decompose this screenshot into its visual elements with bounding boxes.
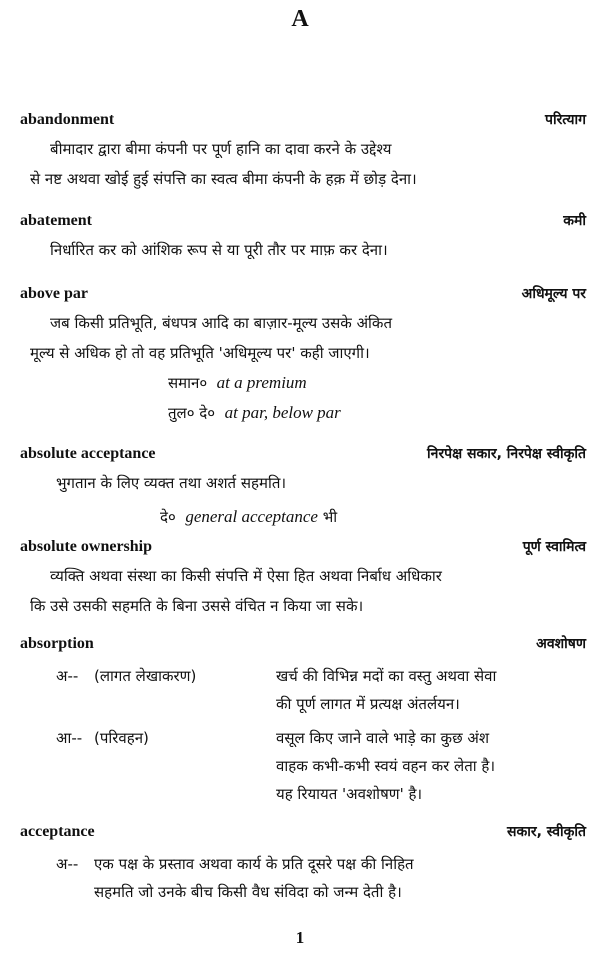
hindi-term: अवशोषण	[536, 636, 586, 652]
sense-line: वसूल किए जाने वाले भाड़े का कुछ अंश	[276, 729, 490, 747]
sense-line: सहमति जो उनके बीच किसी वैध संविदा को जन्म देती है।	[94, 883, 402, 901]
definition-line: कि उसे उसकी सहमति के बिना उससे वंचित न किया जा सके।	[30, 597, 364, 615]
hindi-term: पूर्ण स्वामित्व	[522, 539, 586, 555]
section-letter: A	[291, 6, 309, 32]
entry-header	[20, 634, 586, 658]
entry-absolute-acceptance	[20, 444, 586, 532]
cross-reference-suffix: भी	[322, 508, 338, 526]
definition-line: मूल्य से अधिक हो तो वह प्रतिभूति 'अधिमूल्य पर' कही जाएगी।	[30, 344, 370, 362]
cross-reference-label: तुल० दे०	[168, 404, 216, 422]
entry-absorption	[20, 634, 586, 808]
entry-header	[20, 537, 586, 561]
entry-above-par	[20, 284, 586, 428]
definition-line: से नष्ट अथवा खोई हुई संपत्ति का स्वत्व बीमा कंपनी के हक़ में छोड़ देना।	[30, 170, 417, 188]
definition-line: बीमादार द्वारा बीमा कंपनी पर पूर्ण हानि का दावा करने के उद्देश्य	[50, 140, 392, 158]
sense-context: (परिवहन)	[94, 729, 149, 747]
hindi-term: कमी	[563, 213, 586, 229]
sense-block	[56, 850, 586, 906]
entry-acceptance	[20, 822, 586, 906]
sense-line: वाहक कभी-कभी स्वयं वहन कर लेता है।	[276, 757, 496, 775]
cross-reference	[168, 368, 586, 398]
entry-abatement	[20, 211, 586, 265]
hindi-term: अधिमूल्य पर	[521, 286, 586, 302]
entry-header	[20, 444, 586, 468]
english-term: absolute ownership	[20, 538, 153, 555]
english-term: absolute acceptance	[20, 445, 156, 462]
cross-reference-term: general acceptance	[185, 507, 318, 526]
sense-block	[56, 724, 586, 808]
definition-line: जब किसी प्रतिभूति, बंधपत्र आदि का बाज़ार-मूल्य उसके अंकित	[50, 314, 392, 332]
english-term: acceptance	[20, 823, 95, 840]
definition-line: निर्धारित कर को आंशिक रूप से या पूरी तौर पर माफ़ कर देना।	[50, 241, 388, 259]
hindi-term: परित्याग	[545, 112, 586, 128]
sense-line: की पूर्ण लागत में प्रत्यक्ष अंतर्लयन।	[276, 695, 460, 713]
sense-block	[56, 662, 586, 718]
sense-marker: आ--	[56, 729, 83, 747]
entry-absolute-ownership	[20, 537, 586, 621]
definition-line: व्यक्ति अथवा संस्था का किसी संपत्ति में ऐसा हित अथवा निर्बाध अधिकार	[50, 567, 442, 585]
english-term: above par	[20, 285, 88, 302]
english-term: absorption	[20, 635, 94, 652]
page-number: 1	[295, 928, 305, 947]
entry-header	[20, 110, 586, 134]
cross-reference-term: at a premium	[216, 373, 307, 392]
cross-reference-label: समान०	[168, 374, 208, 392]
entry-abandonment	[20, 110, 586, 194]
entry-header	[20, 284, 586, 308]
english-term: abatement	[20, 212, 92, 229]
sense-line: खर्च की विभिन्न मदों का वस्तु अथवा सेवा	[276, 667, 497, 685]
cross-reference-term: at par, below par	[224, 403, 341, 422]
cross-reference	[160, 502, 586, 532]
sense-marker: अ--	[56, 667, 79, 685]
definition-line: भुगतान के लिए व्यक्त तथा अशर्त सहमति।	[56, 474, 287, 492]
sense-line: यह रियायत 'अवशोषण' है।	[276, 785, 423, 803]
cross-reference	[168, 398, 586, 428]
sense-marker: अ--	[56, 855, 79, 873]
entry-header	[20, 211, 586, 235]
hindi-term: सकार, स्वीकृति	[507, 824, 586, 840]
english-term: abandonment	[20, 111, 115, 128]
sense-line: एक पक्ष के प्रस्ताव अथवा कार्य के प्रति दूसरे पक्ष की निहित	[94, 855, 414, 873]
sense-context: (लागत लेखाकरण)	[94, 667, 197, 685]
entry-header	[20, 822, 586, 846]
hindi-term: निरपेक्ष सकार, निरपेक्ष स्वीकृति	[427, 446, 586, 462]
cross-reference-label: दे०	[160, 508, 176, 526]
